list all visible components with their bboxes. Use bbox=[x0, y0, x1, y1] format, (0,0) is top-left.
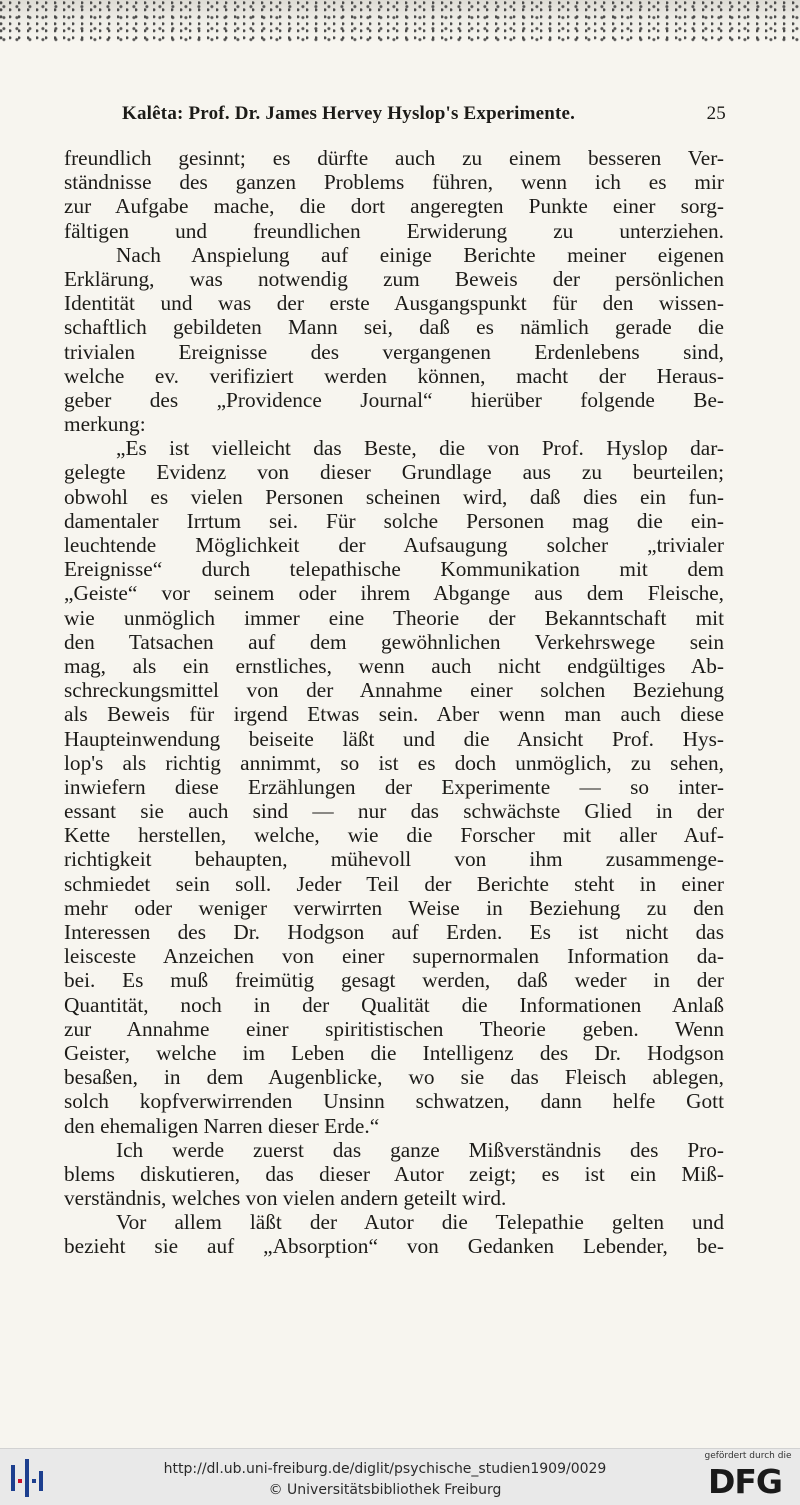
text-line: bei. Es muß freimütig gesagt werden, daß weder in der bbox=[64, 968, 724, 993]
text-line: schaftlich gebildeten Mann sei, daß es nämlich gerade die bbox=[64, 315, 724, 340]
text-line: solch kopfverwirrenden Unsinn schwatzen, dann helfe Gott bbox=[64, 1089, 724, 1114]
text-line: fältigen und freundlichen Erwiderung zu unterziehen. bbox=[64, 218, 724, 243]
body-text bbox=[64, 146, 724, 1259]
text-line: inwiefern diese Erzählungen der Experimente — so inter- bbox=[64, 774, 724, 799]
text-line: merkung: bbox=[64, 412, 146, 437]
text-line: „Es ist vielleicht das Beste, die von Prof. Hyslop dar- bbox=[116, 436, 724, 461]
text-line: richtigkeit behaupten, mühevoll von ihm zusammenge- bbox=[64, 847, 724, 872]
text-line: mehr oder weniger verwirrten Weise in Beziehung zu den bbox=[64, 895, 724, 920]
page-header-title: Kalêta: Prof. Dr. James Hervey Hyslop's Experimente. bbox=[122, 103, 576, 124]
copyright-notice: © Universitätsbibliothek Freiburg bbox=[268, 1482, 502, 1498]
text-line: wie unmöglich immer eine Theorie der Bekanntschaft mit bbox=[64, 605, 724, 630]
text-line: zur Aufgabe mache, die dort angeregten Punkte einer sorg- bbox=[64, 194, 724, 219]
text-line: ständnisse des ganzen Problems führen, wenn ich es mir bbox=[64, 170, 724, 195]
text-line: als Beweis für irgend Etwas sein. Aber wenn man auch diese bbox=[64, 702, 724, 727]
text-line: Interessen des Dr. Hodgson auf Erden. Es ist nicht das bbox=[64, 920, 724, 944]
text-line: den Tatsachen auf dem gewöhnlichen Verkehrswege sein bbox=[64, 629, 724, 654]
sponsor-caption: gefördert durch die bbox=[704, 1451, 792, 1461]
text-line: lop's als richtig annimmt, so ist es doch unmöglich, zu sehen, bbox=[64, 750, 724, 775]
running-head bbox=[122, 103, 726, 129]
text-line: den ehemaligen Narren dieser Erde.“ bbox=[64, 1113, 380, 1138]
text-line: Nach Anspielung auf einige Berichte meiner eigenen bbox=[116, 242, 724, 267]
text-line: verständnis, welches von vielen andern geteilt wird. bbox=[64, 1186, 507, 1211]
text-line: besaßen, in dem Augenblicke, wo sie das Fleisch ablegen, bbox=[64, 1065, 724, 1090]
text-line: Ereignisse“ durch telepathische Kommunikation mit dem bbox=[64, 557, 724, 582]
text-line: essant sie auch sind — nur das schwächste Glied in der bbox=[64, 799, 724, 824]
text-line: Vor allem läßt der Autor die Telepathie gelten und bbox=[116, 1210, 724, 1235]
text-line: gelegte Evidenz von dieser Grundlage aus zu beurteilen; bbox=[64, 460, 724, 485]
text-line: geber des „Providence Journal“ hierüber folgende Be- bbox=[64, 387, 724, 412]
text-line: Erklärung, was notwendig zum Beweis der persönlichen bbox=[64, 266, 724, 291]
text-line: Identität und was der erste Ausgangspunkt für den wissen- bbox=[64, 291, 724, 316]
text-line: obwohl es vielen Personen scheinen wird, daß dies ein fun- bbox=[64, 484, 724, 509]
text-line: leuchtende Möglichkeit der Aufsaugung solcher „trivialer bbox=[64, 533, 724, 557]
text-line: schmiedet sein soll. Jeder Teil der Berichte steht in einer bbox=[64, 871, 724, 896]
text-line: „Geiste“ vor seinem oder ihrem Abgange aus dem Fleische, bbox=[64, 581, 724, 606]
text-line: blems diskutieren, das dieser Autor zeigt; es ist ein Miß- bbox=[64, 1161, 724, 1186]
text-line: freundlich gesinnt; es dürfte auch zu einem besseren Ver- bbox=[64, 146, 724, 170]
text-line: Geister, welche im Leben die Intelligenz des Dr. Hodgson bbox=[64, 1040, 724, 1065]
permalink-url[interactable]: http://dl.ub.uni-freiburg.de/diglit/psychische_studien1909/0029 bbox=[163, 1461, 607, 1477]
text-line: bezieht sie auf „Absorption“ von Gedanken Lebender, be- bbox=[64, 1234, 724, 1259]
text-line: schreckungsmittel von der Annahme einer solchen Beziehung bbox=[64, 678, 724, 703]
text-line: trivialen Ereignisse des vergangenen Erdenlebens sind, bbox=[64, 339, 724, 364]
ub-freiburg-logo-icon bbox=[10, 1457, 44, 1499]
text-line: damentaler Irrtum sei. Für solche Personen mag die ein- bbox=[64, 508, 724, 533]
text-line: Haupteinwendung beiseite läßt und die Ansicht Prof. Hys- bbox=[64, 726, 724, 751]
text-line: Kette herstellen, welche, wie die Forscher mit aller Auf- bbox=[64, 823, 724, 848]
text-line: leisceste Anzeichen von einer supernormalen Information da- bbox=[64, 944, 724, 969]
text-line: welche ev. verifiziert werden können, macht der Heraus- bbox=[64, 363, 724, 388]
dfg-logo: DFG bbox=[708, 1462, 783, 1501]
page-number: 25 bbox=[706, 103, 726, 124]
scan-top-edge bbox=[0, 0, 800, 42]
viewer-footer bbox=[0, 1448, 800, 1505]
text-line: Quantität, noch in der Qualität die Informationen Anlaß bbox=[64, 992, 724, 1017]
text-line: Ich werde zuerst das ganze Mißverständnis des Pro- bbox=[116, 1137, 724, 1162]
text-line: zur Annahme einer spiritistischen Theorie geben. Wenn bbox=[64, 1016, 724, 1041]
text-line: mag, als ein ernstliches, wenn auch nicht endgültiges Ab- bbox=[64, 653, 724, 678]
dfg-sponsor bbox=[700, 1451, 796, 1503]
